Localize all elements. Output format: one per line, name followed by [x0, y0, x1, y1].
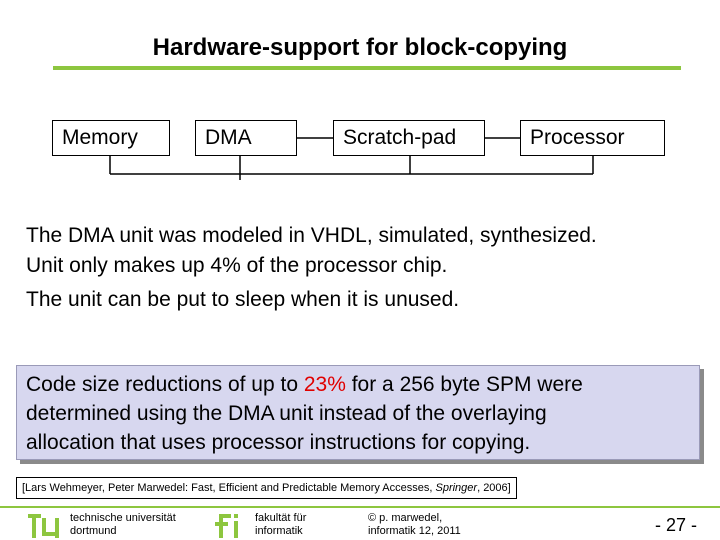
processor-block: Processor — [520, 120, 665, 156]
copyright: © p. marwedel, informatik 12, 2011 — [368, 512, 461, 537]
body-line-1: The DMA unit was modeled in VHDL, simulated, synthesized. — [26, 224, 597, 247]
tu-logo-icon — [28, 512, 62, 538]
dma-block: DMA — [195, 120, 297, 156]
emphasis-value: 23% — [303, 373, 346, 396]
fi-name: fakultät für informatik — [255, 512, 307, 537]
footer-rule — [0, 506, 720, 508]
body-line-2: Unit only makes up 4% of the processor chip. — [26, 254, 448, 277]
page-number: - 27 - — [655, 515, 698, 535]
scratchpad-block: Scratch-pad — [333, 120, 485, 156]
body-line-3: The unit can be put to sleep when it is unused. — [26, 288, 460, 311]
highlight-line-1: Code size reductions of up to 23% for a 256 byte SPM were — [26, 373, 583, 396]
tu-name: technische universität dortmund — [70, 512, 176, 537]
fi-logo-icon — [215, 512, 245, 538]
highlight-text — [26, 370, 696, 457]
highlight-line-2: determined using the DMA unit instead of the overlaying — [26, 402, 547, 425]
memory-block: Memory — [52, 120, 170, 156]
citation: [Lars Wehmeyer, Peter Marwedel: Fast, Efficient and Predictable Memory Accesses, Springer, 2006] — [16, 477, 517, 499]
highlight-line-3: allocation that uses processor instructions for copying. — [26, 431, 531, 454]
slide-title: Hardware-support for block-copying — [152, 34, 568, 61]
